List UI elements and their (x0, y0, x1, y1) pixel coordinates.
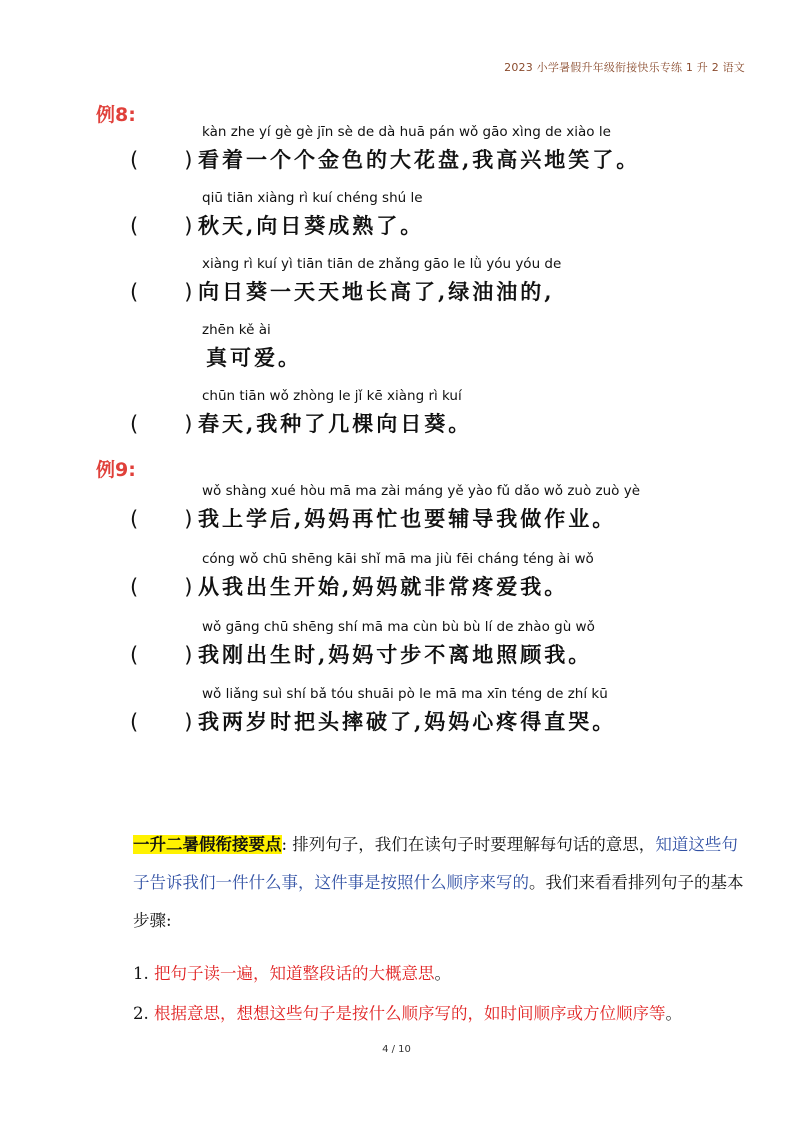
tip-highlight: 一升二暑假衔接要点 (133, 835, 282, 854)
pinyin-line: wǒ gāng chū shēng shí mā ma cùn bù bù lí de zhào gù wǒ (202, 619, 595, 635)
sentence-text: 秋天,向日葵成熟了。 (198, 213, 425, 238)
pinyin-line: wǒ liǎng suì shí bǎ tóu shuāi pò le mā ma xīn téng de zhí kū (202, 686, 608, 702)
step-1 (133, 960, 451, 984)
answer-blank[interactable]: ( ) (130, 280, 193, 304)
step-text: 根据意思，想想这些句子是按什么顺序写的，如时间顺序或方位顺序等 (154, 1004, 666, 1023)
sentence-text: 看着一个个金色的大花盘,我高兴地笑了。 (198, 147, 641, 172)
pinyin-line: chūn tiān wǒ zhòng le jǐ kē xiàng rì kuí (202, 388, 462, 404)
pinyin-line: kàn zhe yí gè gè jīn sè de dà huā pán wǒ gāo xìng de xiào le (202, 124, 611, 140)
answer-blank[interactable]: ( ) (130, 507, 193, 531)
tip-blue-text: 知道这些句子告诉我们一件什么事，这件事是按照什么顺序来写的 (133, 835, 738, 892)
answer-blank[interactable]: ( ) (130, 710, 193, 734)
pinyin-line-continued: zhēn kě ài (202, 322, 271, 338)
pinyin-line: xiàng rì kuí yì tiān tiān de zhǎng gāo le lǜ yóu yóu de (202, 256, 562, 272)
step-2 (133, 1000, 682, 1024)
step-number: 2. (133, 1004, 149, 1023)
sentence-text: 从我出生开始,妈妈就非常疼爱我。 (198, 574, 569, 599)
answer-blank[interactable]: ( ) (130, 643, 193, 667)
tip-paragraph (133, 826, 745, 940)
step-end: 。 (665, 1004, 682, 1023)
step-text: 把句子读一遍，知道整段话的大概意思 (154, 964, 435, 983)
sentence-text-continued: 真可爱。 (206, 345, 302, 370)
sentence-text: 我两岁时把头摔破了,妈妈心疼得直哭。 (198, 709, 617, 734)
sentence-text: 我刚出生时,妈妈寸步不离地照顾我。 (198, 642, 593, 667)
page-number: 4 / 10 (382, 1044, 411, 1055)
tip-intro: : 排列句子，我们在读句子时要理解每句话的意思， (281, 835, 656, 854)
sentence-text: 向日葵一天天地长高了,绿油油的, (198, 279, 555, 304)
example-8-label: 例8: (96, 104, 136, 126)
pinyin-line: qiū tiān xiàng rì kuí chéng shú le (202, 190, 423, 206)
page-header: 2023 小学暑假升年级衔接快乐专练 1 升 2 语文 (504, 61, 745, 74)
pinyin-line: wǒ shàng xué hòu mā ma zài máng yě yào fǔ dǎo wǒ zuò zuò yè (202, 483, 641, 499)
sentence-text: 我上学后,妈妈再忙也要辅导我做作业。 (198, 506, 617, 531)
pinyin-line: cóng wǒ chū shēng kāi shǐ mā ma jiù fēi cháng téng ài wǒ (202, 551, 594, 567)
answer-blank[interactable]: ( ) (130, 575, 193, 599)
answer-blank[interactable]: ( ) (130, 148, 193, 172)
answer-blank[interactable]: ( ) (130, 214, 193, 238)
step-number: 1. (133, 964, 149, 983)
sentence-text: 春天,我种了几棵向日葵。 (198, 411, 473, 436)
tip-tail: 。我们来看看排列句子的基本步骤: (133, 873, 744, 930)
example-9-label: 例9: (96, 459, 136, 481)
step-end: 。 (434, 964, 451, 983)
answer-blank[interactable]: ( ) (130, 412, 193, 436)
